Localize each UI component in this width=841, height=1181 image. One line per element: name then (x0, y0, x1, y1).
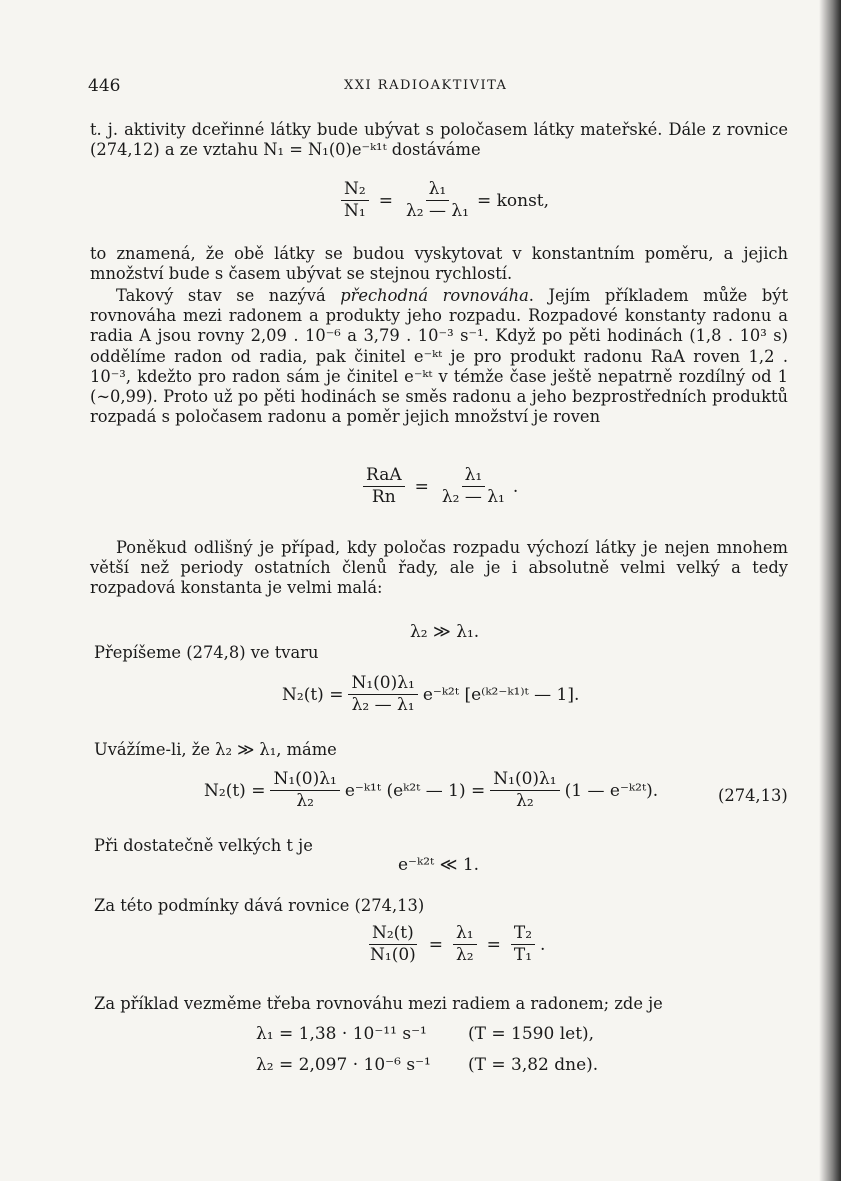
equation-tail: e⁻ᵏ²ᵗ [e⁽ᵏ²⁻ᵏ¹⁾ᵗ — 1]. (422, 684, 580, 705)
equation-274-13 (204, 770, 658, 811)
fraction-first (270, 770, 339, 811)
equation-exp-condition: e⁻ᵏ²ᵗ ≪ 1. (398, 855, 480, 875)
paragraph-9: Za příklad vezměme třeba rovnováhu mezi radiem a radonem; zde je (94, 994, 663, 1013)
equation-tail: = konst, (476, 190, 550, 211)
paragraph-1: t. j. aktivity dceřinné látky bude ubývat s poločasem látky mateřské. Dále z rovnice (274,12) a ze vztahu N₁ = N₁(0)e⁻ᵏ¹ᵗ dostáváme (90, 120, 788, 160)
equals-sign: = (378, 190, 393, 211)
paragraph-3-rest: . Jejím příkladem může být rovnováha mezi radonem a produkty jeho rozpadu. Rozpadové konstanty radonu a radia A jsou rovny 2,09 . 10⁻⁶ a 3,79 . 10⁻³ s⁻¹. Když po pěti hodinách (1,8 . 10³ s) oddělíme radon od radia, pak činitel e⁻ᵏᵗ je pro produkt radonu RaA roven 1,2 . 10⁻³, kdežto pro radon sám je činitel e⁻ᵏᵗ v témže čase ještě nepatrně rozdílný od 1 (∼0,99). Proto už po pěti hodinách se směs radonu a jeho bezprostředních produktů rozpadá s poločasem radonu a poměr jejich množství je roven (90, 286, 788, 427)
fraction-period-ratio (511, 924, 535, 965)
fraction-numerator: RaA (363, 466, 405, 487)
fraction-numerator: λ₁ (453, 924, 477, 945)
fraction-numerator: N₁(0)λ₁ (270, 770, 339, 791)
equals-sign: = (428, 934, 444, 955)
term-prechodna-rovnovaha: přechodná rovnováha (340, 286, 529, 305)
paragraph-3-lead: Takový stav se nazývá (116, 286, 341, 305)
fraction-numerator: T₂ (511, 924, 535, 945)
paragraph-5: Přepíšeme (274,8) ve tvaru (94, 643, 319, 662)
fraction-denominator: λ₂ — λ₁ (405, 201, 469, 221)
fraction-denominator: λ₂ (296, 791, 314, 811)
equation-period-ratio (362, 924, 545, 965)
paragraph-8: Za této podmínky dává rovnice (274,13) (94, 896, 425, 915)
equation-lambda-inequality: λ₂ ≫ λ₁. (410, 622, 480, 642)
fraction-denominator: λ₂ — λ₁ (441, 487, 505, 507)
fraction-n1-lambda (348, 674, 417, 715)
fraction-lambda (403, 180, 472, 221)
paragraph-6: Uvážíme-li, že λ₂ ≫ λ₁, máme (94, 740, 337, 759)
equation-number: (274,13) (718, 786, 788, 805)
equation-tail: . (512, 476, 519, 497)
page-edge-shadow (819, 0, 841, 1181)
equation-lhs: N₂(t) = (282, 684, 344, 705)
fraction-denominator: N₁ (344, 201, 366, 221)
equation-n2-form (282, 674, 579, 715)
fraction-denominator: N₁(0) (370, 945, 416, 965)
paragraph-7: Při dostatečně velkých t je (94, 836, 313, 855)
equation-tail: . (540, 934, 546, 955)
fraction-second (490, 770, 559, 811)
fraction-numerator: N₂ (341, 180, 369, 201)
equation-lhs: N₂(t) = (204, 780, 266, 801)
fraction-denominator: λ₂ (516, 791, 534, 811)
fraction-denominator: T₁ (513, 945, 533, 965)
lambda-2-period: (T = 3,82 dne). (468, 1055, 599, 1075)
fraction-denominator: λ₂ (456, 945, 474, 965)
equation-raa-rn (358, 466, 518, 507)
fraction-numerator: λ₁ (462, 466, 486, 487)
fraction-raa-rn (363, 466, 405, 507)
lambda-2-value: λ₂ = 2,097 · 10⁻⁶ s⁻¹ (256, 1055, 431, 1075)
fraction-lambda (439, 466, 508, 507)
fraction-numerator: λ₁ (426, 180, 450, 201)
equation-ratio-n2-n1 (336, 180, 549, 221)
fraction-n2-n1 (341, 180, 369, 221)
paragraph-2: to znamená, že obě látky se budou vyskytovat v konstantním poměru, a jejich množství bude s časem ubývat se stejnou rychlostí. (90, 244, 788, 284)
running-title: XXI RADIOAKTIVITA (344, 78, 508, 93)
fraction-n2-n1-t (367, 924, 419, 965)
equals-sign: = (414, 476, 429, 497)
fraction-numerator: N₁(0)λ₁ (348, 674, 417, 695)
equation-tail: (1 — e⁻ᵏ²ᵗ). (564, 780, 659, 801)
fraction-numerator: N₂(t) (369, 924, 417, 945)
fraction-numerator: N₁(0)λ₁ (490, 770, 559, 791)
lambda-1-value: λ₁ = 1,38 · 10⁻¹¹ s⁻¹ (256, 1024, 427, 1044)
page-number: 446 (88, 76, 121, 96)
fraction-denominator: λ₂ — λ₁ (351, 695, 415, 715)
equation-middle: e⁻ᵏ¹ᵗ (eᵏ²ᵗ — 1) = (344, 780, 486, 801)
fraction-lambda-ratio (453, 924, 477, 965)
equals-sign: = (486, 934, 501, 955)
page-header (88, 76, 748, 96)
paragraph-4: Poněkud odlišný je případ, kdy poločas rozpadu výchozí látky je nejen mnohem větší než periody ostatních členů řady, ale je i absolutně velmi velký a tedy rozpadová konstanta je velmi malá: (90, 538, 788, 598)
lambda-1-period: (T = 1590 let), (468, 1024, 595, 1044)
paragraph-3 (90, 286, 788, 427)
fraction-denominator: Rn (371, 487, 396, 507)
